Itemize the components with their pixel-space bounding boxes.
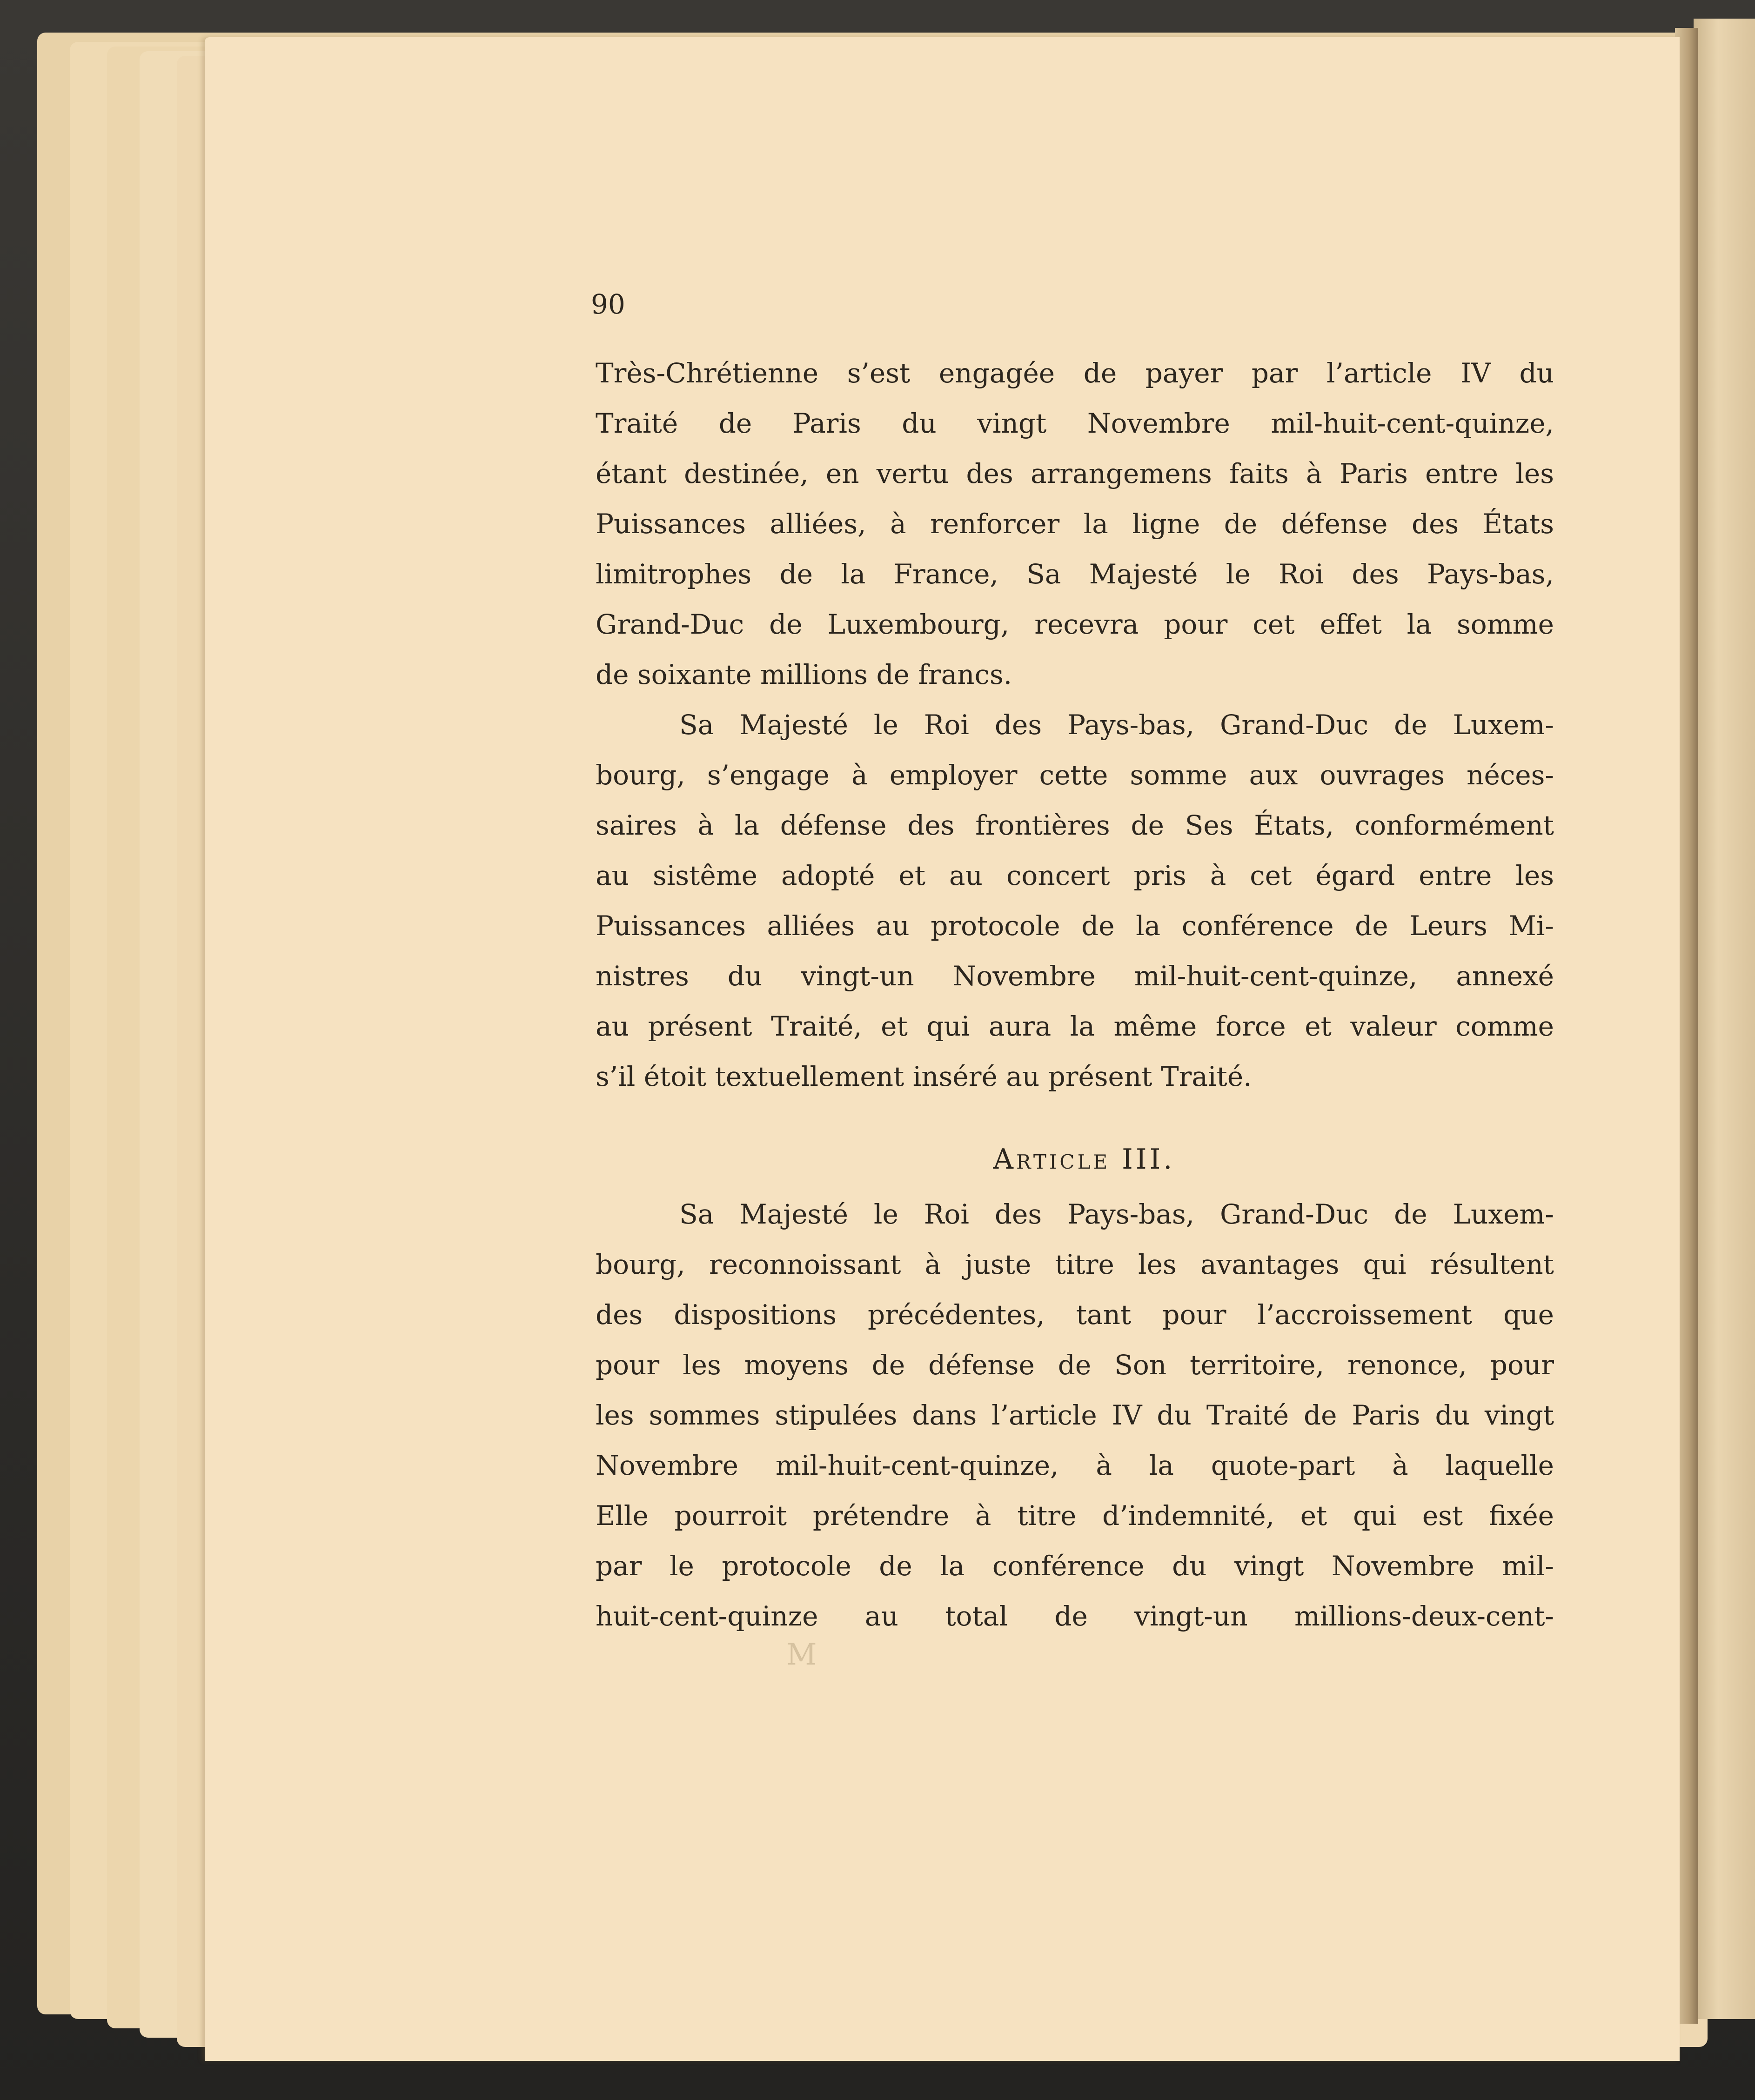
text-line: des dispositions précédentes, tant pour l’accroissement que xyxy=(596,1299,1554,1331)
text-line: par le protocole de la conférence du vingt Novembre mil- xyxy=(596,1550,1554,1582)
text-line: bourg, s’engage à employer cette somme aux ouvrages néces- xyxy=(596,759,1554,791)
text-line: Puissances alliées, à renforcer la ligne de défense des États xyxy=(596,508,1554,540)
text-line: de soixante millions de francs. xyxy=(596,659,1012,690)
article-heading-text: Article III. xyxy=(993,1143,1175,1176)
text-line: étant destinée, en vertu des arrangemens faits à Paris entre les xyxy=(596,458,1554,489)
text-line: Sa Majesté le Roi des Pays-bas, Grand-Duc de Luxem- xyxy=(679,709,1554,741)
signature-mark: M xyxy=(786,1638,817,1672)
text-line: Novembre mil-huit-cent-quinze, à la quote-part à laquelle xyxy=(596,1450,1554,1481)
facing-page-edge xyxy=(1694,19,1755,2019)
text-line: Grand-Duc de Luxembourg, recevra pour cet effet la somme xyxy=(596,609,1554,640)
text-line: s’il étoit textuellement inséré au présent Traité. xyxy=(596,1061,1252,1092)
text-line: Traité de Paris du vingt Novembre mil-huit-cent-quinze, xyxy=(596,408,1554,439)
article-heading xyxy=(596,1134,1554,1184)
text-line: les sommes stipulées dans l’article IV du Traité de Paris du vingt xyxy=(596,1399,1554,1431)
text-line: huit-cent-quinze au total de vingt-un millions-deux-cent- xyxy=(596,1600,1554,1632)
text-line: saires à la défense des frontières de Ses États, conformément xyxy=(596,809,1554,841)
page-number: 90 xyxy=(591,288,625,320)
paragraph-2 xyxy=(596,700,1554,1102)
text-line: Sa Majesté le Roi des Pays-bas, Grand-Duc de Luxem- xyxy=(679,1198,1554,1230)
paragraph-1 xyxy=(596,348,1554,700)
text-line: limitrophes de la France, Sa Majesté le Roi des Pays-bas, xyxy=(596,558,1554,590)
text-line: pour les moyens de défense de Son territoire, renonce, pour xyxy=(596,1349,1554,1381)
text-line: Puissances alliées au protocole de la conférence de Leurs Mi- xyxy=(596,910,1554,942)
text-line: nistres du vingt-un Novembre mil-huit-cent-quinze, annexé xyxy=(596,960,1554,992)
paragraph-3 xyxy=(596,1189,1554,1641)
page-text xyxy=(596,298,1554,1641)
text-line: au sistême adopté et au concert pris à cet égard entre les xyxy=(596,860,1554,891)
text-line: Très-Chrétienne s’est engagée de payer par l’article IV du xyxy=(596,357,1554,389)
text-line: bourg, reconnoissant à juste titre les avantages qui résultent xyxy=(596,1249,1554,1280)
text-line: au présent Traité, et qui aura la même force et valeur comme xyxy=(596,1010,1554,1042)
text-line: Elle pourroit prétendre à titre d’indemnité, et qui est fixée xyxy=(596,1500,1554,1532)
